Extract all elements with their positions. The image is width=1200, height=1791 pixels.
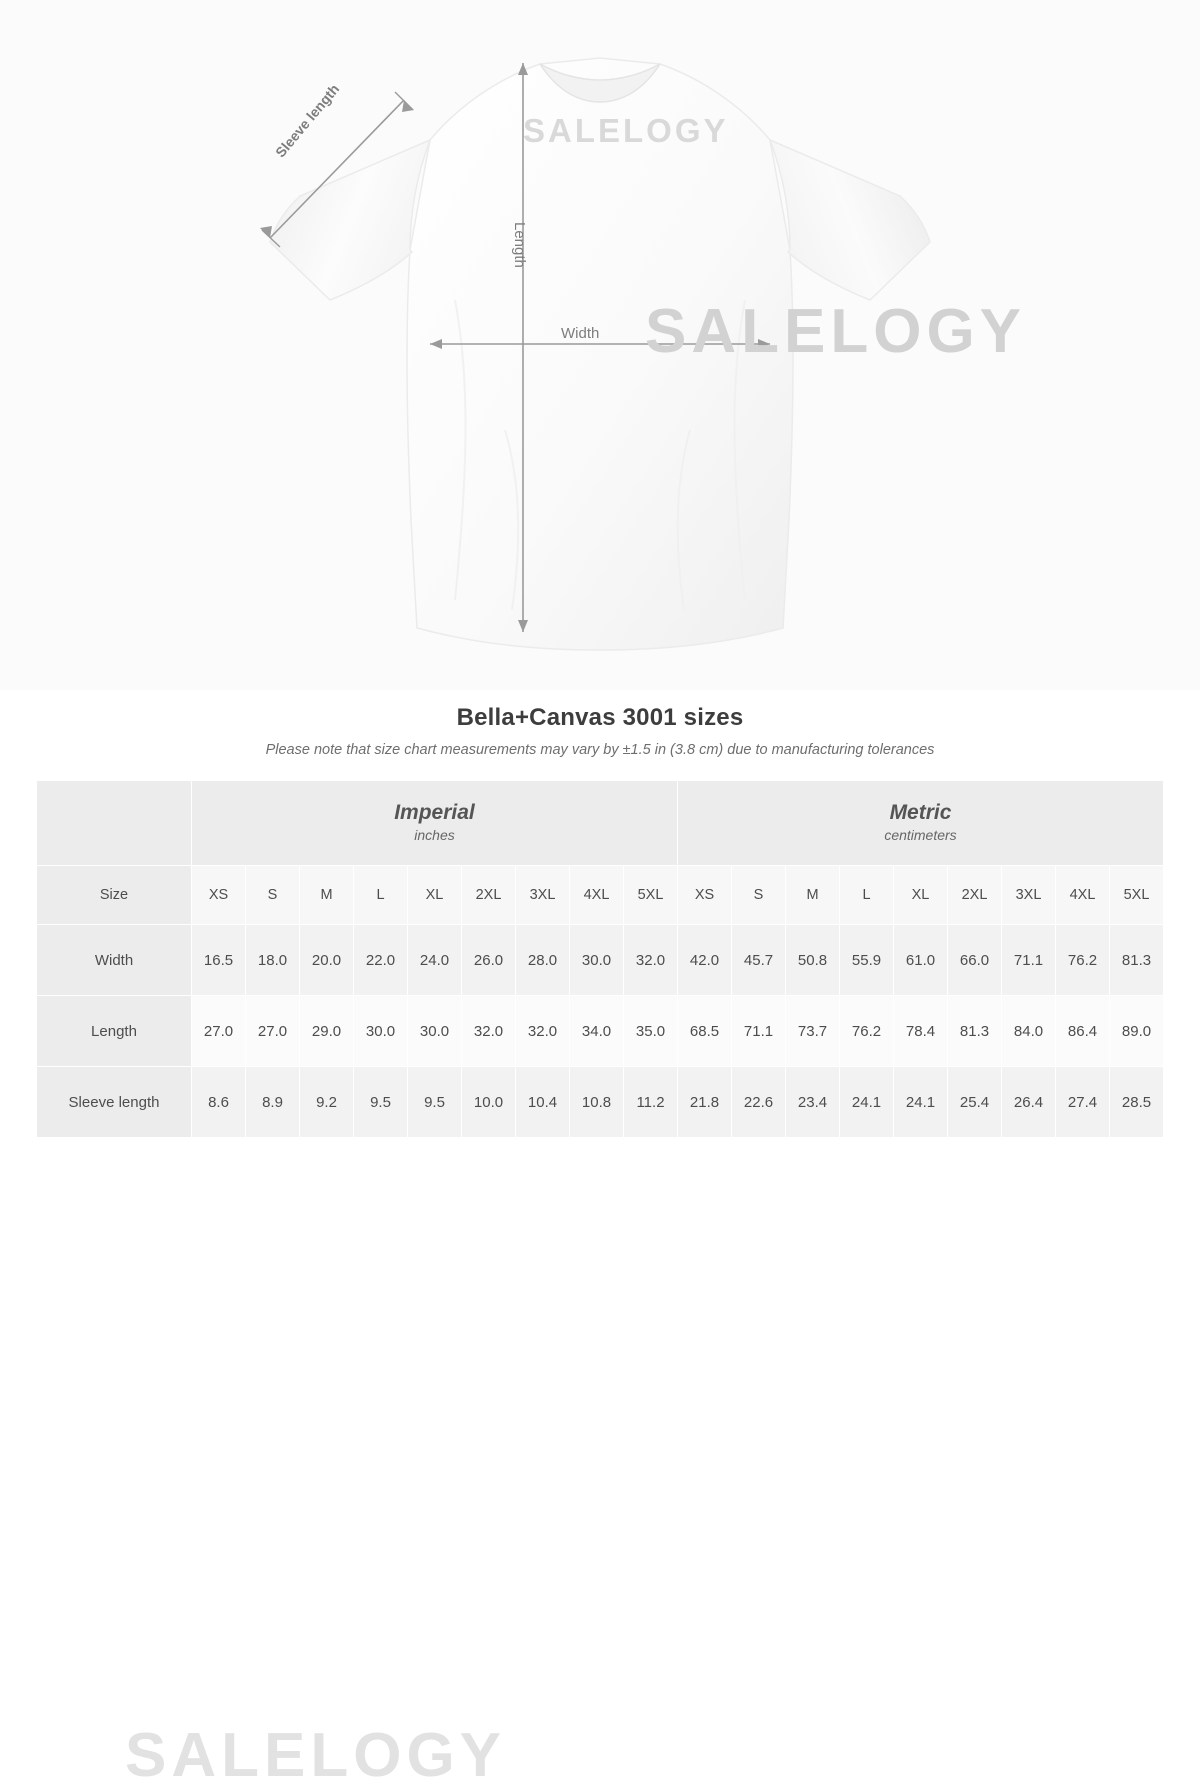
size-column-header: M <box>300 866 354 925</box>
table-cell: 30.0 <box>408 996 462 1067</box>
table-cell: 81.3 <box>1110 925 1164 996</box>
size-column-header: S <box>732 866 786 925</box>
tshirt-graphic <box>0 0 1200 690</box>
table-cell: 73.7 <box>786 996 840 1067</box>
shirt-sleeve-right <box>770 140 930 300</box>
table-cell: 35.0 <box>624 996 678 1067</box>
size-column-header: 2XL <box>948 866 1002 925</box>
table-cell: 86.4 <box>1056 996 1110 1067</box>
table-cell: 24.1 <box>894 1067 948 1138</box>
size-column-header: 5XL <box>624 866 678 925</box>
size-column-header: 5XL <box>1110 866 1164 925</box>
table-cell: 27.4 <box>1056 1067 1110 1138</box>
table-cell: 68.5 <box>678 996 732 1067</box>
row-label-width: Width <box>37 925 192 996</box>
shirt-sleeve-left <box>270 140 430 300</box>
size-column-header: 2XL <box>462 866 516 925</box>
unit-group-imperial <box>192 781 678 866</box>
size-column-header: XS <box>678 866 732 925</box>
size-column-header: XL <box>894 866 948 925</box>
table-cell: 16.5 <box>192 925 246 996</box>
chart-title: Bella+Canvas 3001 sizes <box>456 704 744 731</box>
table-cell: 18.0 <box>246 925 300 996</box>
table-cell: 23.4 <box>786 1067 840 1138</box>
unit-group-subtitle: centimeters <box>884 827 957 844</box>
table-cell: 45.7 <box>732 925 786 996</box>
watermark-top: SALELOGY <box>523 112 729 149</box>
table-cell: 27.0 <box>192 996 246 1067</box>
size-column-header: L <box>354 866 408 925</box>
table-cell: 24.0 <box>408 925 462 996</box>
size-column-header: 3XL <box>516 866 570 925</box>
table-row <box>37 1067 1164 1138</box>
table-cell: 30.0 <box>354 996 408 1067</box>
table-row <box>37 925 1164 996</box>
label-width: Width <box>561 325 600 342</box>
table-cell: 22.6 <box>732 1067 786 1138</box>
watermark-table: SALELOGY <box>125 1721 507 1790</box>
table-cell: 26.0 <box>462 925 516 996</box>
table-cell: 71.1 <box>732 996 786 1067</box>
size-column-header: XS <box>192 866 246 925</box>
table-cell: 32.0 <box>516 996 570 1067</box>
table-cell: 21.8 <box>678 1067 732 1138</box>
table-cell: 50.8 <box>786 925 840 996</box>
table-cell: 34.0 <box>570 996 624 1067</box>
watermark-main: SALELOGY <box>645 297 1027 366</box>
unit-group-metric <box>678 781 1164 866</box>
size-column-header: S <box>246 866 300 925</box>
size-header-label: Size <box>37 866 192 925</box>
table-cell: 25.4 <box>948 1067 1002 1138</box>
table-cell: 28.5 <box>1110 1067 1164 1138</box>
table-cell: 20.0 <box>300 925 354 996</box>
table-cell: 32.0 <box>624 925 678 996</box>
shirt-illustration-panel <box>0 0 1200 690</box>
table-cell: 76.2 <box>1056 925 1110 996</box>
size-column-header: 4XL <box>570 866 624 925</box>
size-column-header: 4XL <box>1056 866 1110 925</box>
table-cell: 27.0 <box>246 996 300 1067</box>
table-cell: 9.5 <box>408 1067 462 1138</box>
size-header-row <box>37 866 1164 925</box>
table-cell: 84.0 <box>1002 996 1056 1067</box>
size-chart-section <box>0 690 1200 1790</box>
table-cell: 42.0 <box>678 925 732 996</box>
table-cell: 29.0 <box>300 996 354 1067</box>
label-sleeve-length: Sleeve length <box>272 80 343 161</box>
table-corner-cell <box>37 781 192 866</box>
unit-group-title: Imperial <box>394 801 475 825</box>
table-cell: 32.0 <box>462 996 516 1067</box>
table-cell: 28.0 <box>516 925 570 996</box>
table-cell: 89.0 <box>1110 996 1164 1067</box>
unit-group-title: Metric <box>889 801 952 825</box>
size-column-header: 3XL <box>1002 866 1056 925</box>
table-cell: 71.1 <box>1002 925 1056 996</box>
size-column-header: XL <box>408 866 462 925</box>
table-cell: 22.0 <box>354 925 408 996</box>
table-cell: 55.9 <box>840 925 894 996</box>
table-cell: 8.9 <box>246 1067 300 1138</box>
table-cell: 30.0 <box>570 925 624 996</box>
table-cell: 66.0 <box>948 925 1002 996</box>
table-cell: 76.2 <box>840 996 894 1067</box>
size-column-header: M <box>786 866 840 925</box>
table-cell: 10.8 <box>570 1067 624 1138</box>
label-length: Length <box>511 222 528 268</box>
table-cell: 81.3 <box>948 996 1002 1067</box>
table-cell: 11.2 <box>624 1067 678 1138</box>
unit-header-row <box>37 781 1164 866</box>
size-column-header: L <box>840 866 894 925</box>
table-row <box>37 996 1164 1067</box>
row-label-length: Length <box>37 996 192 1067</box>
table-cell: 26.4 <box>1002 1067 1056 1138</box>
table-cell: 24.1 <box>840 1067 894 1138</box>
chart-note: Please note that size chart measurements may vary by ±1.5 in (3.8 cm) due to manufacturing tolerances <box>265 742 935 758</box>
table-cell: 10.0 <box>462 1067 516 1138</box>
size-chart-table <box>36 780 1164 1138</box>
table-cell: 78.4 <box>894 996 948 1067</box>
table-cell: 9.2 <box>300 1067 354 1138</box>
table-cell: 9.5 <box>354 1067 408 1138</box>
row-label-sleeve-length: Sleeve length <box>37 1067 192 1138</box>
table-cell: 10.4 <box>516 1067 570 1138</box>
table-cell: 8.6 <box>192 1067 246 1138</box>
unit-group-subtitle: inches <box>414 827 455 844</box>
table-cell: 61.0 <box>894 925 948 996</box>
